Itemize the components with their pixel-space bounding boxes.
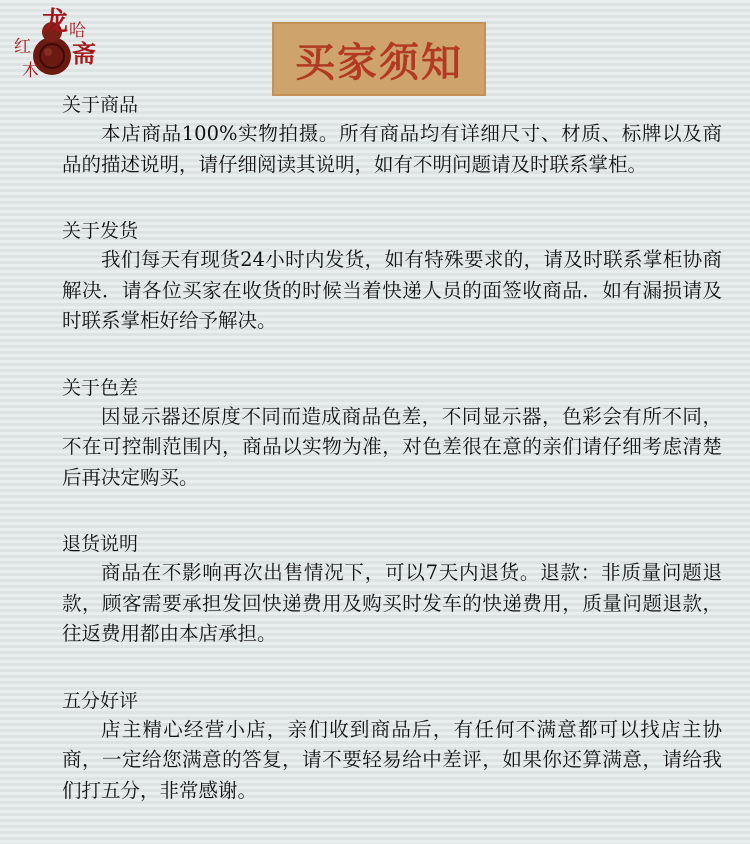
shop-logo: [12, 6, 112, 86]
logo-char-3: 红: [14, 37, 31, 57]
section-body: 商品在不影响再次出售情况下，可以7天内退货。退款：非质量问题退款，顾客需要承担发回快递费用及购买时发车的快递费用，质量问题退款，往返费用都由本店承担。: [62, 561, 722, 645]
section-five-star-review: [62, 688, 722, 807]
logo-char-1: 龙: [42, 7, 69, 37]
section-returns: [62, 531, 722, 650]
section-heading: 关于发货: [62, 220, 139, 242]
section-body: 因显示器还原度不同而造成商品色差，不同显示器，色彩会有所不同，不在可控制范围内，商品以实物为准，对色差很在意的亲们请仔细考虑清楚后再决定购买。: [62, 404, 722, 489]
notice-content: [62, 92, 722, 844]
logo-char-2: 哈: [69, 21, 86, 41]
gourd-logo-icon: [12, 6, 112, 86]
title-banner: [272, 22, 486, 96]
section-heading: 关于商品: [62, 94, 139, 116]
section-heading: 退货说明: [62, 533, 139, 555]
section-body: 本店商品100%实物拍摄。所有商品均有详细尺寸、材质、标牌以及商品的描述说明，请仔细阅读其说明，如有不明问题请及时联系掌柜。: [62, 122, 722, 176]
section-color-difference: [62, 375, 722, 494]
section-heading: 关于色差: [62, 376, 139, 399]
logo-char-4: 木: [22, 61, 39, 81]
section-body: 店主精心经营小店，亲们收到商品后，有任何不满意都可以找店主协商，一定给您满意的答复，请不要轻易给中差评，如果你还算满意，请给我们打五分，非常感谢。: [62, 717, 722, 802]
section-body: 我们每天有现货24小时内发货，如有特殊要求的，请及时联系掌柜协商解决．请各位买家在收货的时候当着快递人员的面签收商品．如有漏损请及时联系掌柜好给予解决。: [62, 248, 722, 332]
page-title: 买家须知: [295, 39, 463, 86]
logo-char-5: 斋: [72, 39, 96, 68]
section-shipping: [62, 218, 722, 337]
section-product: [62, 92, 722, 180]
section-heading: 五分好评: [62, 689, 139, 712]
